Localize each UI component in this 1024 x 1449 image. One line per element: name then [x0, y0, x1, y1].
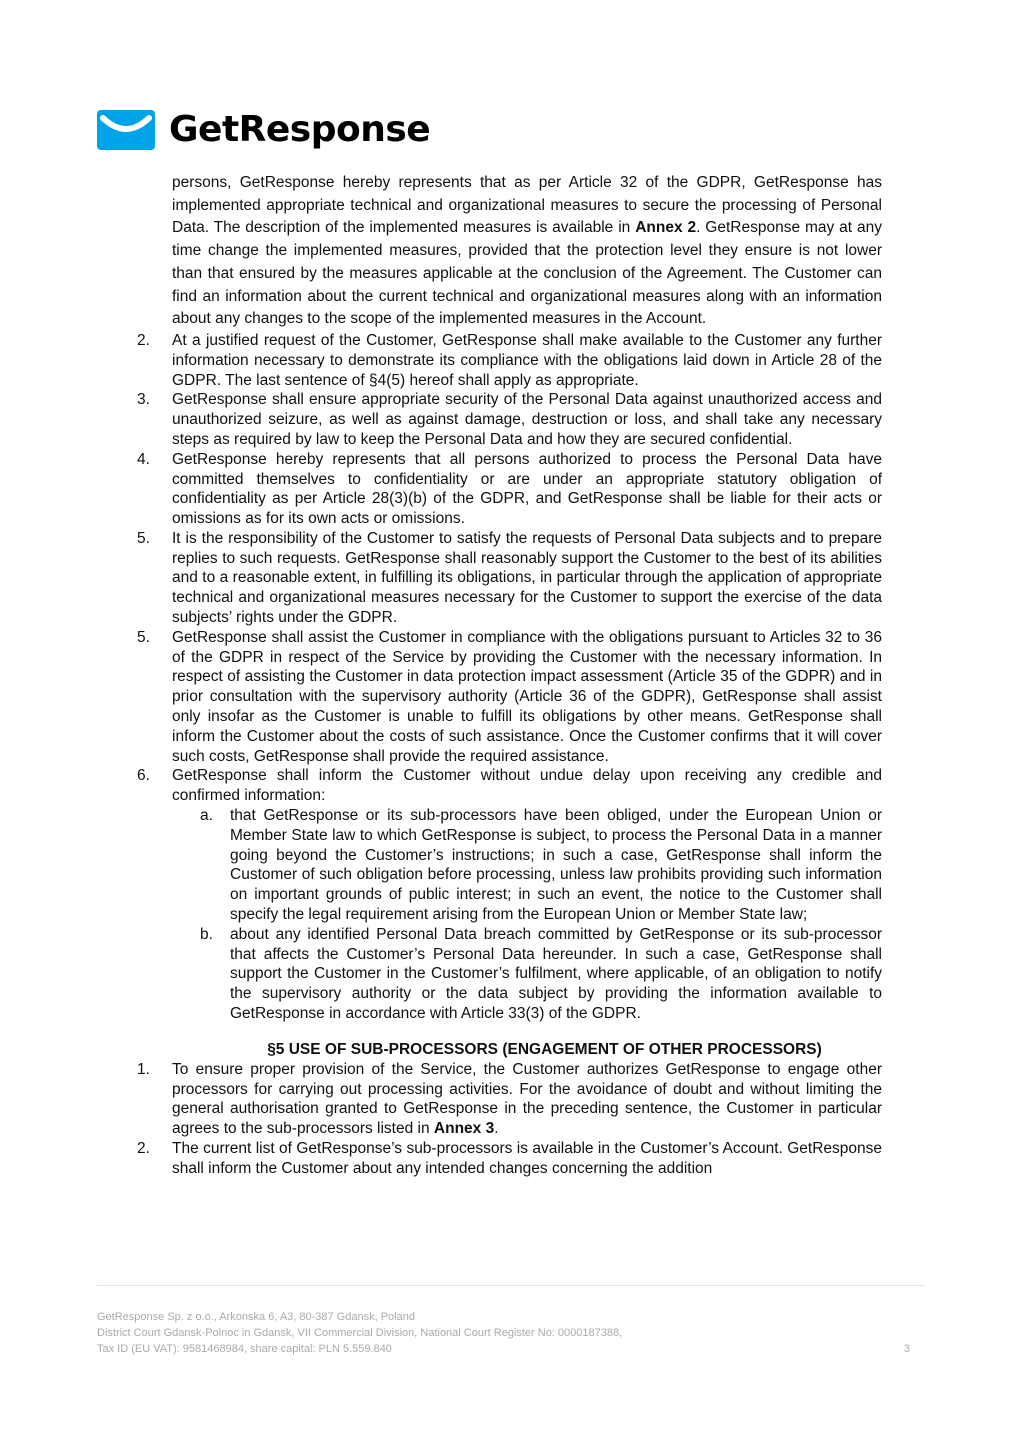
list-item: 3. GetResponse shall ensure appropriate security of the Personal Data against unauthorized access and unauthorized seizure, as well as against damage, destruction or loss, and shall take any necessary steps as required by law to keep the Personal Data and how they are secured confidential.: [137, 391, 882, 448]
list-item: 2. At a justified request of the Customer, GetResponse shall make available to the Customer any further information necessary to demonstrate its compliance with the obligations laid down in Article 28 of the GDPR. The last sentence of §4(5) hereof shall apply as appropriate.: [137, 331, 882, 389]
list-item: 5. GetResponse shall assist the Customer in compliance with the obligations pursuant to Articles 32 to 36 of the GDPR in respect of the Service by providing the Customer with the necessary information. In respect of assisting the Customer in data protection impact assessment (Article 35 of the GDPR) and in prior consultation with the supervisory authority (Article 36 of the GDPR), GetResponse shall assist only insofar as the Customer is unable to fulfill its obligations by other means. GetResponse shall inform the Customer about the costs of such assistance. Once the Customer confirms that it will cover such costs, GetResponse shall provide the required assistance.: [137, 628, 882, 765]
list-item: 2. The current list of GetResponse’s sub-processors is available in the Customer’s Account. GetResponse shall inform the Customer about any intended changes concerning the addition: [137, 1140, 882, 1177]
footer-address: GetResponse Sp. z o.o., Arkonska 6, A3, 80-387 Gdansk, Poland: [97, 1311, 415, 1323]
logo-text: GetResponse: [169, 109, 431, 150]
sub-list-item: b. about any identified Personal Data breach committed by GetResponse or its sub-processor that affects the Customer’s Personal Data hereunder. In such a case, GetResponse shall support the Customer in the Customer’s fulfilment, where applicable, of an obligation to notify the supervisory authority or the data subject by providing the information available to GetResponse in accordance with Article 33(3) of the GDPR.: [200, 925, 882, 1023]
logo: [97, 106, 430, 154]
sub-list-item: a. that GetResponse or its sub-processors have been obliged, under the European Union or Member State law to which GetResponse is subject, to process the Personal Data in a manner going beyond the Customer’s instructions; in such a case, GetResponse shall inform the Customer of such obligation before processing, unless law prohibits providing such information on important grounds of public interest; in such an event, the notice to the Customer shall specify the legal requirement arising from the European Union or Member State law;: [200, 807, 882, 924]
list-item: 1. To ensure proper provision of the Service, the Customer authorizes GetResponse to engage other processors for carrying out processing activities. For the avoidance of doubt and without limiting the general authorisation granted to GetResponse in the preceding sentence, the Customer in particular agrees to the sub-processors listed in Annex 3.: [137, 1060, 882, 1138]
envelope-icon: [97, 110, 155, 150]
page-number: 3: [903, 1343, 910, 1355]
list-item: 4. GetResponse hereby represents that all persons authorized to process the Personal Data have committed themselves to confidentiality or are under an appropriate statutory obligation of confidentiality as per Article 28(3)(b) of the GDPR, and GetResponse shall be liable for their acts or omissions as for its own acts or omissions.: [137, 450, 882, 528]
footer-tax: Tax ID (EU VAT): 9581468984, share capital: PLN 5.559.840: [97, 1343, 392, 1355]
annex-3-ref: Annex 3: [433, 1120, 495, 1138]
list-item: 5. It is the responsibility of the Customer to satisfy the requests of Personal Data subjects and to prepare replies to such requests. GetResponse shall reasonably support the Customer to the best of its abilities and to a reasonable extent, in fulfilling its obligations, in particular through the application of appropriate technical and organizational measures necessary for the Customer to support the exercise of the data subjects’ rights under the GDPR.: [137, 529, 882, 627]
footer-court: District Court Gdansk-Polnoc in Gdansk, VII Commercial Division, National Court Register No: 0000187388,: [97, 1327, 623, 1339]
list-item: 6. GetResponse shall inform the Customer without undue delay upon receiving any credible and confirmed information:: [137, 767, 882, 805]
intro-paragraph: persons, GetResponse hereby represents that as per Article 32 of the GDPR, GetResponse has implemented appropriate technical and organizational measures to secure the processing of Personal Data. The description of the implemented measures is available in Annex 2. GetResponse may at any time change the implemented measures, provided that the protection level they ensure is not lower than that ensured by the measures applicable at the conclusion of the Agreement. The Customer can find an information about the current technical and organizational measures along with an information about any changes to the scope of the implemented measures in the Account.: [172, 174, 882, 328]
section-heading: §5 USE OF SUB-PROCESSORS (ENGAGEMENT OF OTHER PROCESSORS): [267, 1040, 822, 1058]
document-body: [137, 172, 882, 1179]
annex-2-ref: Annex 2: [635, 219, 697, 237]
footer: [97, 1309, 910, 1357]
footer-divider: [97, 1285, 925, 1286]
